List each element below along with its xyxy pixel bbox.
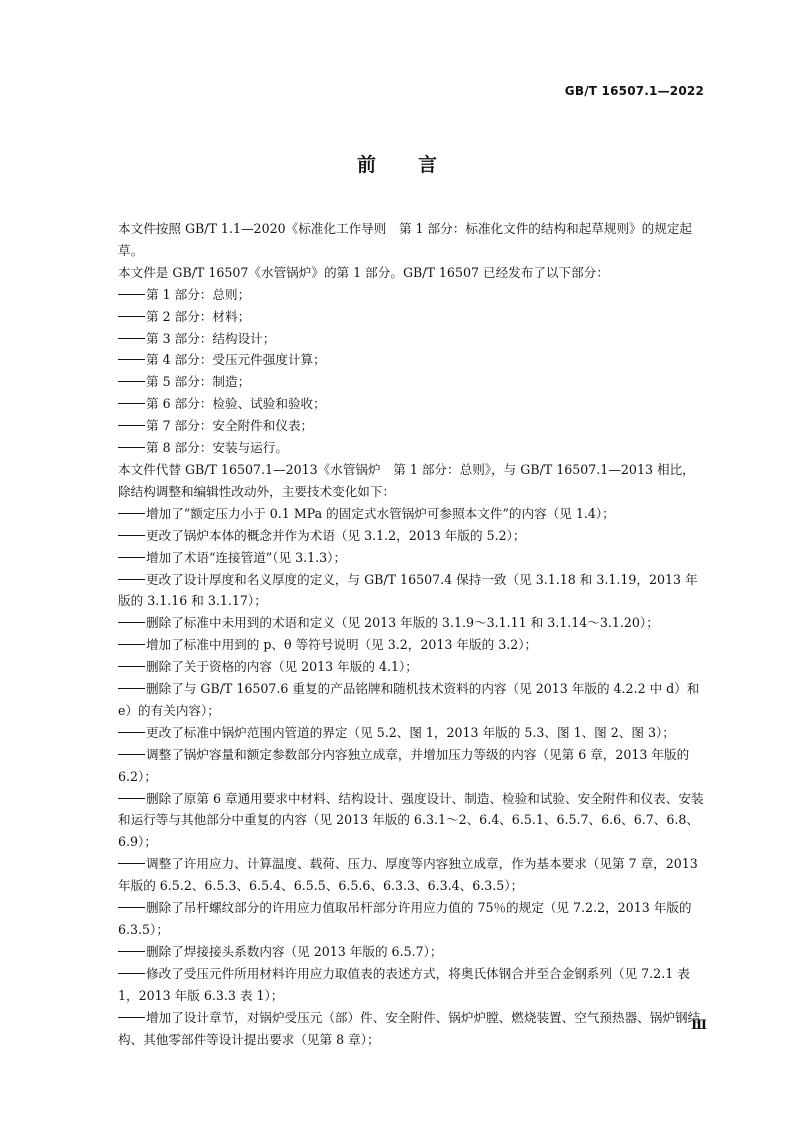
dash-marker (118, 579, 145, 580)
dash-marker (118, 732, 145, 733)
list-item: 增加了标准中用到的 p、θ 等符号说明（见 3.2，2013 年版的 3.2）； (118, 634, 704, 656)
list-item: 删除了吊杆螺纹部分的许用应力值取吊杆部分许用应力值的 75％的规定（见 7.2.2，2013 年版的 6.3.5）； (118, 900, 692, 937)
dash-marker (118, 907, 145, 908)
dash-marker (118, 622, 145, 623)
list-item: 删除了原第 6 章通用要求中材料、结构设计、强度设计、制造、检验和试验、安全附件和仪表、安装和运行等与其他部分中重复的内容（见 2013 年版的 6.3.1～2、6.4、6.5.1、6.5.7、6.6、6.7、6.8、6.9）； (118, 790, 704, 850)
list-item: 删除了标准中未用到的术语和定义（见 2013 年版的 3.1.9～3.1.11 和 3.1.14～3.1.20）； (118, 612, 704, 634)
dash-marker (118, 403, 145, 404)
list-item: 第 6 部分：检验、试验和验收； (118, 393, 704, 415)
list-item: 修改了受压元件所用材料许用应力取值表的表述方式，将奥氏体钢合并至合金钢系列（见 7.2.1 表 1，2013 年版 6.3.3 表 1）； (118, 965, 690, 1003)
list-item: 调整了许用应力、计算温度、载荷、压力、厚度等内容独立成章，作为基本要求（见第 7 章，2013 年版的 6.5.2、6.5.3、6.5.4、6.5.5、6.5.6、6.3.3、6.3.4、6.3.5）； (118, 856, 698, 894)
list-item: 删除了焊接接头系数内容（见 2013 年版的 6.5.7）； (118, 941, 704, 963)
dash-marker (118, 381, 145, 382)
dash-marker (118, 798, 145, 799)
page-title: 前言 (356, 154, 479, 176)
dash-marker (118, 688, 145, 689)
list-item: 第 5 部分：制造； (118, 371, 704, 393)
list-item: 更改了设计厚度和名义厚度的定义，与 GB/T 16507.4 保持一致（见 3.1.18 和 3.1.19，2013 年版的 3.1.16 和 3.1.17）； (118, 571, 698, 609)
parts-list (118, 284, 704, 459)
intro-paragraph-2: 本文件是 GB/T 16507《水管锅炉》的第 1 部分。GB/T 16507 已经发布了以下部分： (118, 264, 609, 280)
dash-marker (118, 973, 145, 974)
dash-marker (118, 666, 145, 667)
list-item: 调整了锅炉容量和额定参数部分内容独立成章，并增加压力等级的内容（见第 6 章，2013 年版的 6.2）； (118, 746, 690, 784)
dash-marker (118, 338, 145, 339)
dash-marker (118, 951, 145, 952)
list-item: 第 3 部分：结构设计； (118, 328, 704, 350)
replace-paragraph: 本文件代替 GB/T 16507.1—2013《水管锅炉 第 1 部分：总则》，与 GB/T 16507.1—2013 相比，除结构调整和编辑性改动外，主要技术变化如下： (118, 461, 695, 499)
dash-marker (118, 557, 145, 558)
list-item: 删除了关于资格的内容（见 2013 年版的 4.1）； (118, 656, 704, 678)
dash-marker (118, 1017, 145, 1018)
list-item: 更改了标准中锅炉范围内管道的界定（见 5.2、图 1，2013 年版的 5.3、图 1、图 2、图 3）； (118, 722, 704, 744)
dash-marker (118, 535, 145, 536)
list-item: 第 4 部分：受压元件强度计算； (118, 349, 704, 371)
dash-marker (118, 447, 145, 448)
dash-marker (118, 863, 145, 864)
list-item: 增加了设计章节，对锅炉受压元（部）件、安全附件、锅炉炉膛、燃烧装置、空气预热器、锅炉钢结构、其他零部件等设计提出要求（见第 8 章）； (118, 1009, 701, 1047)
list-item: 删除了与 GB/T 16507.6 重复的产品铭牌和随机技术资料的内容（见 2013 年版的 4.2.2 中 d）和 e）的有关内容）； (118, 681, 700, 718)
changes-list (118, 503, 704, 1051)
dash-marker (118, 644, 145, 645)
dash-marker (118, 316, 145, 317)
list-item: 第 8 部分：安装与运行。 (118, 437, 704, 459)
list-item: 第 2 部分：材料； (118, 306, 704, 328)
standard-code: GB/T 16507.1—2022 (564, 84, 704, 98)
dash-marker (118, 513, 145, 514)
list-item: 增加了“额定压力小于 0.1 MPa 的固定式水管锅炉可参照本文件”的内容（见 1.4）； (118, 503, 704, 525)
dash-marker (118, 359, 145, 360)
preface-body (118, 218, 704, 1050)
list-item: 更改了锅炉本体的概念并作为术语（见 3.1.2，2013 年版的 5.2）； (118, 525, 704, 547)
list-item: 第 7 部分：安全附件和仪表； (118, 415, 704, 437)
intro-paragraph-1: 本文件按照 GB/T 1.1—2020《标准化工作导则 第 1 部分：标准化文件的结构和起草规则》的规定起草。 (118, 221, 693, 258)
dash-marker (118, 754, 145, 755)
list-item: 增加了术语“连接管道”（见 3.1.3）； (118, 547, 704, 569)
dash-marker (118, 425, 145, 426)
dash-marker (118, 294, 145, 295)
page-number: Ⅲ (691, 1018, 706, 1033)
list-item: 第 1 部分：总则； (118, 284, 704, 306)
